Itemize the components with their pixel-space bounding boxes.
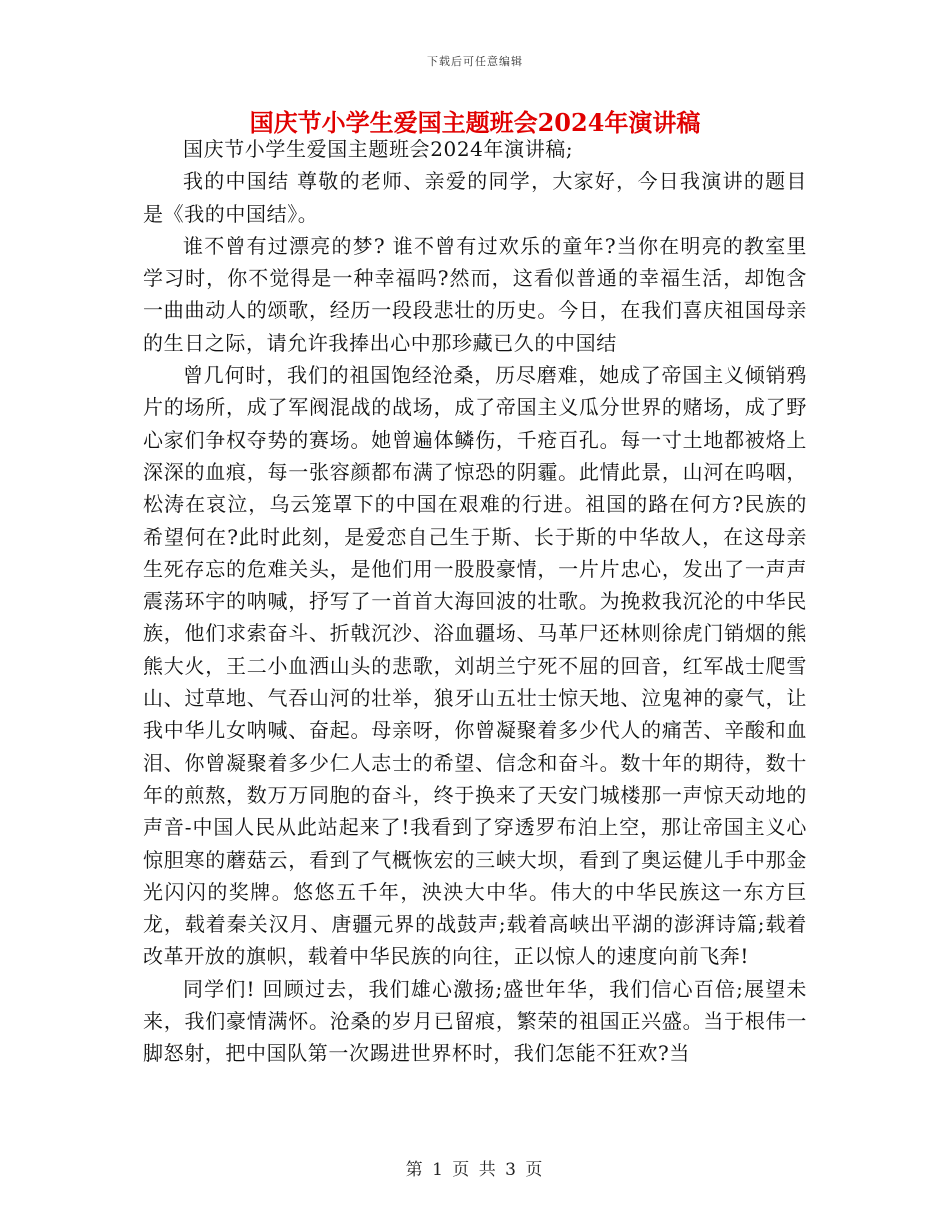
paragraph-5: 同学们! 回顾过去，我们雄心激扬;盛世年华，我们信心百倍;展望未来，我们豪情满怀。沧桑的岁月已留痕，繁荣的祖国正兴盛。当于根伟一脚怒射，把中国队第一次踢进世界杯时，我们怎能不狂欢?当 xyxy=(143,976,807,1066)
page-title: 国庆节小学生爱国主题班会2024年演讲稿 xyxy=(249,108,701,137)
paragraph-1: 国庆节小学生爱国主题班会2024年演讲稿; xyxy=(183,137,574,161)
paragraph-3: 谁不曾有过漂亮的梦? 谁不曾有过欢乐的童年?当你在明亮的教室里学习时，你不觉得是一种幸福吗?然而，这看似普通的幸福生活，却饱含一曲曲动人的颂歌，经历一段段悲壮的历史。今日，在我们喜庆祖国母亲的生日之际，请允许我捧出心中那珍藏已久的中国结 xyxy=(143,233,807,355)
page-footer: 第 1 页 共 3 页 xyxy=(405,1160,545,1180)
paragraph-2: 我的中国结 尊敬的老师、亲爱的同学，大家好，今日我演讲的题目是《我的中国结》。 xyxy=(143,169,807,226)
paragraph-4: 曾几何时，我们的祖国饱经沧桑，历尽磨难，她成了帝国主义倾销鸦片的场所，成了军阀混战的战场，成了帝国主义瓜分世界的赌场，成了野心家们争权夺势的赛场。她曾遍体鳞伤，千疮百孔。每一寸土地都被烙上深深的血痕，每一张容颜都布满了惊恐的阴霾。此情此景，山河在呜咽，松涛在哀泣，乌云笼罩下的中国在艰难的行进。祖国的路在何方?民族的希望何在?此时此刻，是爱恋自己生于斯、长于斯的中华故人，在这母亲生死存忘的危难关头，是他们用一股股豪情，一片片忠心，发出了一声声震荡环宇的呐喊，抒写了一首首大海回波的壮歌。为挽救我沉沦的中华民族，他们求索奋斗、折戟沉沙、浴血疆场、马革尸还林则徐虎门销烟的熊熊大火，王二小血洒山头的悲歌，刘胡兰宁死不屈的回音，红军战士爬雪山、过草地、气吞山河的壮举，狼牙山五壮士惊天地、泣鬼神的豪气，让我中华儿女呐喊、奋起。母亲呀，你曾凝聚着多少代人的痛苦、辛酸和血泪、你曾凝聚着多少仁人志士的希望、信念和奋斗。数十年的期待，数十年的煎熬，数万万同胞的奋斗，终于换来了天安门城楼那一声惊天动地的声音-中国人民从此站起来了!我看到了穿透罗布泊上空，那让帝国主义心惊胆寒的蘑菇云，看到了气概恢宏的三峡大坝，看到了奥运健儿手中那金光闪闪的奖牌。悠悠五千年，泱泱大中华。伟大的中华民族这一东方巨龙，载着秦关汉月、唐疆元界的战鼓声;载着高峡出平湖的澎湃诗篇;载着改革开放的旗帜，载着中华民族的向往，正以惊人的速度向前飞奔! xyxy=(143,363,807,969)
document-body xyxy=(143,133,807,1070)
header-note: 下载后可任意编辑 xyxy=(427,55,523,68)
